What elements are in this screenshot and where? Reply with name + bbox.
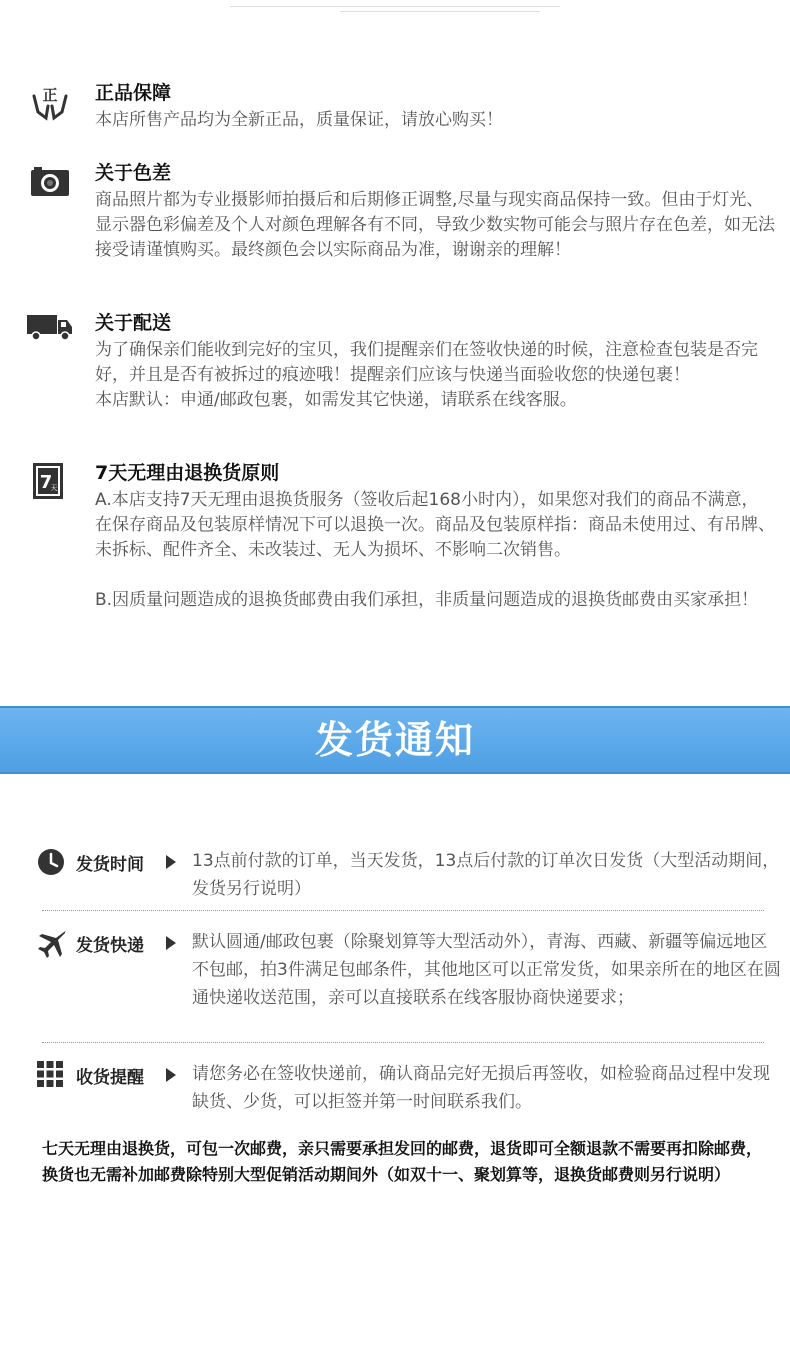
- divider: [42, 910, 764, 911]
- seven-days-calendar-icon: [32, 462, 66, 502]
- grid-icon: [36, 1060, 66, 1090]
- section-title: 正品保障: [95, 82, 172, 104]
- banner-title: 发货通知: [314, 718, 475, 762]
- section-body: [95, 188, 775, 263]
- arrow-right-icon: [166, 1068, 176, 1082]
- shipping-label: 发货时间: [76, 855, 144, 875]
- genuine-char: 正: [42, 86, 58, 104]
- arrow-right-icon: [166, 936, 176, 950]
- section-paragraph: A.本店支持7天无理由退换货服务（签收后起168小时内），如果您对我们的商品不满意，在保存商品及包装原样情况下可以退换一次。商品及包装原样指：商品未使用过、有吊牌、未拆标、配件齐全、未改装过、无人为损坏、不影响二次销售。: [95, 490, 775, 560]
- section-body: [95, 488, 775, 613]
- section-paragraph: 为了确保亲们能收到完好的宝贝，我们提醒亲们在签收快递的时候，注意检查包装是否完好，并且是否有被拆过的痕迹哦！提醒亲们应该与快递当面验收您的快递包裹！: [95, 340, 758, 385]
- shipping-text: 默认圆通/邮政包裹（除聚划算等大型活动外），青海、西藏、新疆等偏远地区不包邮，拍3件满足包邮条件，其他地区可以正常发货，如果亲所在的地区在圆通快递收送范围，亲可以直接联系在线客服协商快递要求；: [192, 932, 781, 1008]
- section-title: 7天无理由退换货原则: [95, 462, 280, 484]
- clock-icon: [36, 847, 66, 877]
- section-body: [95, 108, 775, 133]
- day-char: 天: [50, 484, 58, 492]
- section-title: 关于色差: [95, 162, 172, 184]
- genuine-hands-icon: [30, 82, 70, 122]
- camera-icon: [30, 162, 70, 202]
- return-policy-footer: 七天无理由退换货，可包一次邮费，亲只需要承担发回的邮费，退货即可全额退款不需要再扣除邮费，换货也无需补加邮费除特别大型促销活动期间外（如双十一、聚划算等，退换货邮费则另行说明）: [42, 1139, 763, 1184]
- divider: [42, 1042, 764, 1043]
- shipping-label: 收货提醒: [76, 1068, 144, 1088]
- seven-char: 7: [39, 472, 53, 493]
- section-title: 关于配送: [95, 312, 172, 334]
- arrow-right-icon: [166, 855, 176, 869]
- section-paragraph: 本店默认：申通/邮政包裹，如需发其它快递，请联系在线客服。: [95, 390, 577, 410]
- shipping-label: 发货快递: [76, 936, 144, 956]
- shipping-notice-banner: [0, 706, 790, 774]
- airplane-icon: [36, 928, 66, 958]
- shipping-text: 13点前付款的订单，当天发货，13点后付款的订单次日发货（大型活动期间，发货另行说明）: [192, 851, 780, 899]
- faint-top-lines: [230, 2, 560, 16]
- section-paragraph: B.因质量问题造成的退换货邮费由我们承担，非质量问题造成的退换货邮费由买家承担！: [95, 590, 759, 610]
- shipping-text: 请您务必在签收快递前，确认商品完好无损后再签收，如检验商品过程中发现缺货、少货，可以拒签并第一时间联系我们。: [192, 1064, 770, 1112]
- truck-icon: [26, 312, 74, 352]
- section-paragraph: 商品照片都为专业摄影师拍摄后和后期修正调整,尽量与现实商品保持一致。但由于灯光、显示器色彩偏差及个人对颜色理解各有不同，导致少数实物可能会与照片存在色差，如无法接受请谨慎购买。最终颜色会以实际商品为准，谢谢亲的理解！: [95, 190, 775, 260]
- section-paragraph: 本店所售产品均为全新正品，质量保证，请放心购买！: [95, 110, 503, 130]
- section-body: [95, 338, 775, 413]
